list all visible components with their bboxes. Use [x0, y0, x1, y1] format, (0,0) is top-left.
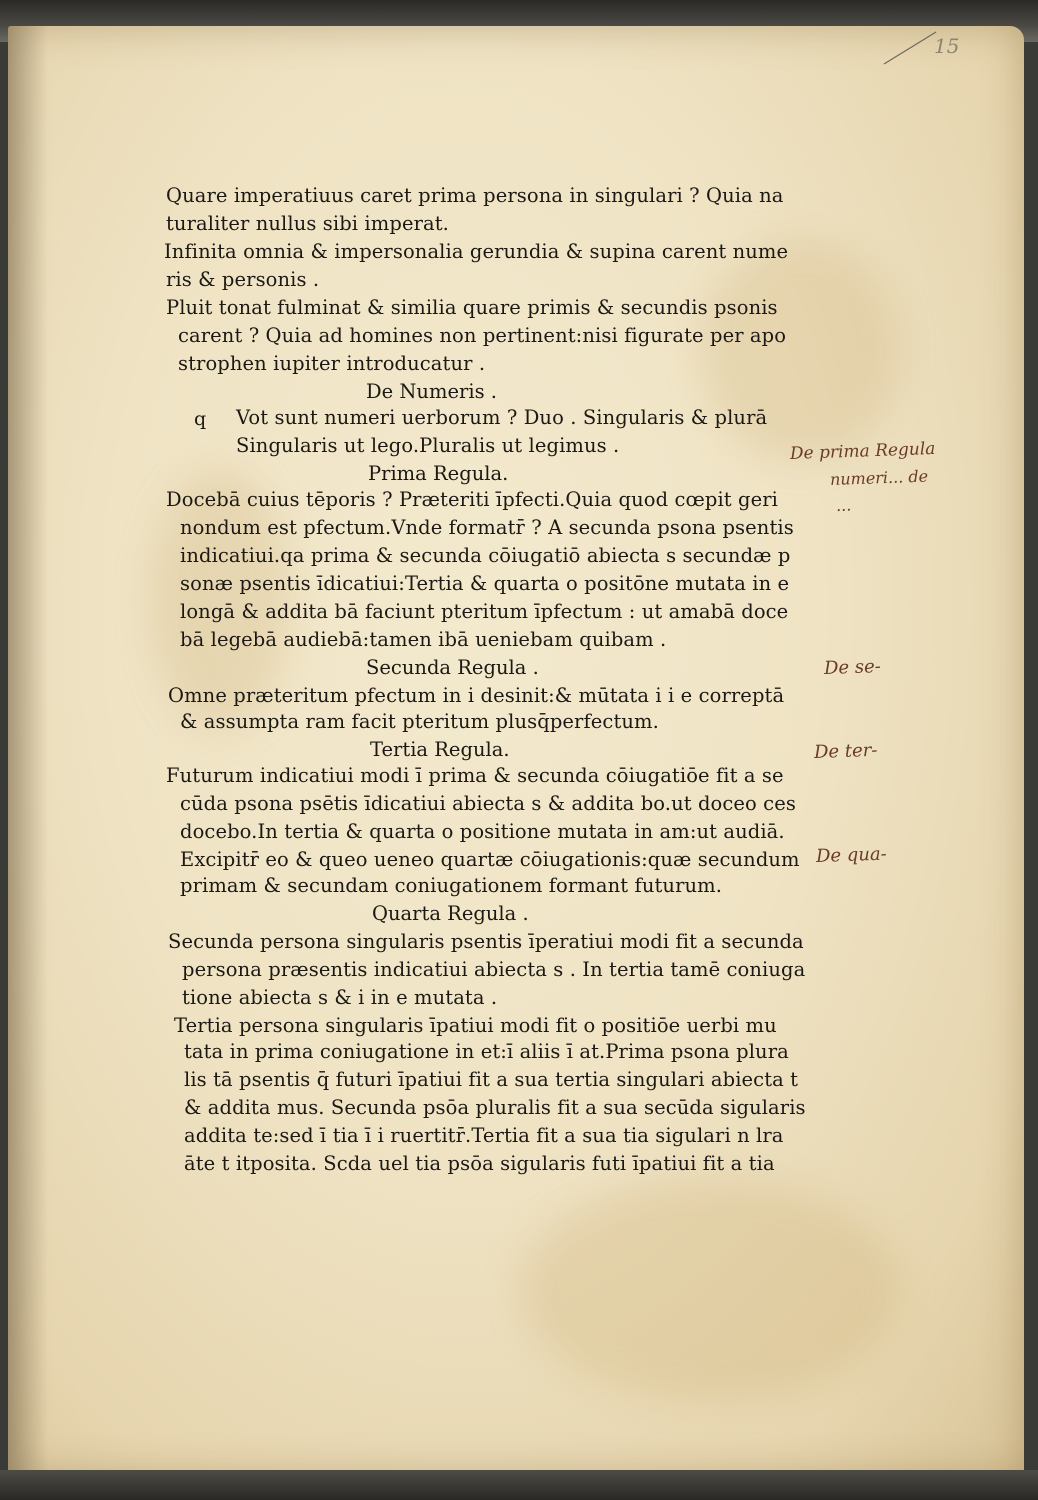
- folio-number: 15: [934, 34, 960, 58]
- text-line: Secunda persona singularis psentis īperatiui modi fit a secunda: [168, 930, 804, 953]
- text-line: āte t itposita. Scda uel tia psōa sigularis futi īpatiui fit a tia: [184, 1152, 775, 1175]
- text-line: turaliter nullus sibi imperat.: [166, 212, 449, 235]
- text-line: Futurum indicatiui modi ī prima & secunda cōiugatiōe fit a se: [166, 764, 784, 787]
- text-line: addita te:sed ī tia ī i ruertitr̄.Tertia fit a sua tia sigulari n lra: [184, 1124, 784, 1147]
- text-line: primam & secundam coniugationem formant futurum.: [180, 874, 723, 897]
- marginal-note: De qua-: [815, 843, 888, 867]
- text-line: cūda psona psētis īdicatiui abiecta s & addita bo.ut doceo ces: [180, 792, 796, 815]
- text-line: persona præsentis indicatiui abiecta s . In tertia tamē coniuga: [182, 958, 806, 981]
- text-line: Vot sunt numeri uerborum ? Duo . Singularis & plurā: [236, 406, 768, 429]
- text-line: Omne præteritum pfectum in i desinit:& mūtata i i e correptā: [168, 684, 785, 707]
- text-line: Quare imperatiuus caret prima persona in singulari ? Quia na: [166, 184, 784, 207]
- section-heading: Quarta Regula .: [372, 902, 529, 925]
- text-line: & assumpta ram facit pteritum plusq̄perfectum.: [180, 710, 659, 733]
- pencil-stroke-mark: [880, 28, 940, 68]
- text-line: Infinita omnia & impersonalia gerundia & supina carent nume: [164, 240, 789, 263]
- page-gutter-shadow: [8, 26, 48, 1476]
- section-heading: Prima Regula.: [368, 462, 509, 485]
- guide-letter: q: [194, 408, 207, 430]
- text-line: tata in prima coniugatione in et:ī aliis ī at.Prima psona plura: [184, 1040, 789, 1063]
- text-line: longā & addita bā faciunt pteritum īpfectum : ut amabā doce: [180, 600, 789, 623]
- marginal-note: De prima Regula: [789, 438, 936, 464]
- text-line: sonæ psentis īdicatiui:Tertia & quarta o positōne mutata in e: [180, 572, 790, 595]
- text-line: Pluit tonat fulminat & similia quare primis & secundis psonis: [166, 296, 778, 319]
- marginal-note: De ter-: [813, 739, 878, 763]
- text-line: & addita mus. Secunda psōa pluralis fit a sua secūda sigularis: [184, 1096, 806, 1119]
- text-line: bā legebā audiebā:tamen ibā ueniebam quibam .: [180, 628, 667, 651]
- marginal-note: numeri... de: [829, 466, 929, 489]
- section-heading: De Numeris .: [366, 380, 497, 403]
- marginal-note: ...: [835, 495, 852, 515]
- text-line: indicatiui.qa prima & secunda cōiugatiō abiecta s secundæ p: [180, 544, 791, 567]
- marginal-note: De se-: [823, 656, 882, 679]
- section-heading: Secunda Regula .: [366, 656, 539, 679]
- text-line: Singularis ut lego.Pluralis ut legimus .: [236, 434, 620, 457]
- text-line: Docebā cuius tēporis ? Præteriti īpfecti.Quia quod cœpit geri: [166, 488, 778, 511]
- text-line: docebo.In tertia & quarta o positione mutata in am:ut audiā.: [180, 820, 785, 843]
- text-line: tione abiecta s & i in e mutata .: [182, 986, 498, 1009]
- book-edge-bottom: [0, 1470, 1038, 1500]
- section-heading: Tertia Regula.: [370, 738, 510, 761]
- text-line: carent ? Quia ad homines non pertinent:nisi figurate per apo: [178, 324, 787, 347]
- text-line: Tertia persona singularis īpatiui modi fit o positiōe uerbi mu: [174, 1014, 777, 1037]
- paper-stain: [520, 1180, 900, 1400]
- text-line: Excipitr̄ eo & queo ueneo quartæ cōiugationis:quæ secundum: [180, 848, 800, 871]
- text-line: nondum est pfectum.Vnde formatr̄ ? A secunda psona psentis: [180, 516, 794, 539]
- text-line: lis tā psentis q̄ futuri īpatiui fit a sua tertia singulari abiecta t: [184, 1068, 799, 1091]
- text-line: ris & personis .: [166, 268, 320, 291]
- text-line: strophen iupiter introducatur .: [178, 352, 486, 375]
